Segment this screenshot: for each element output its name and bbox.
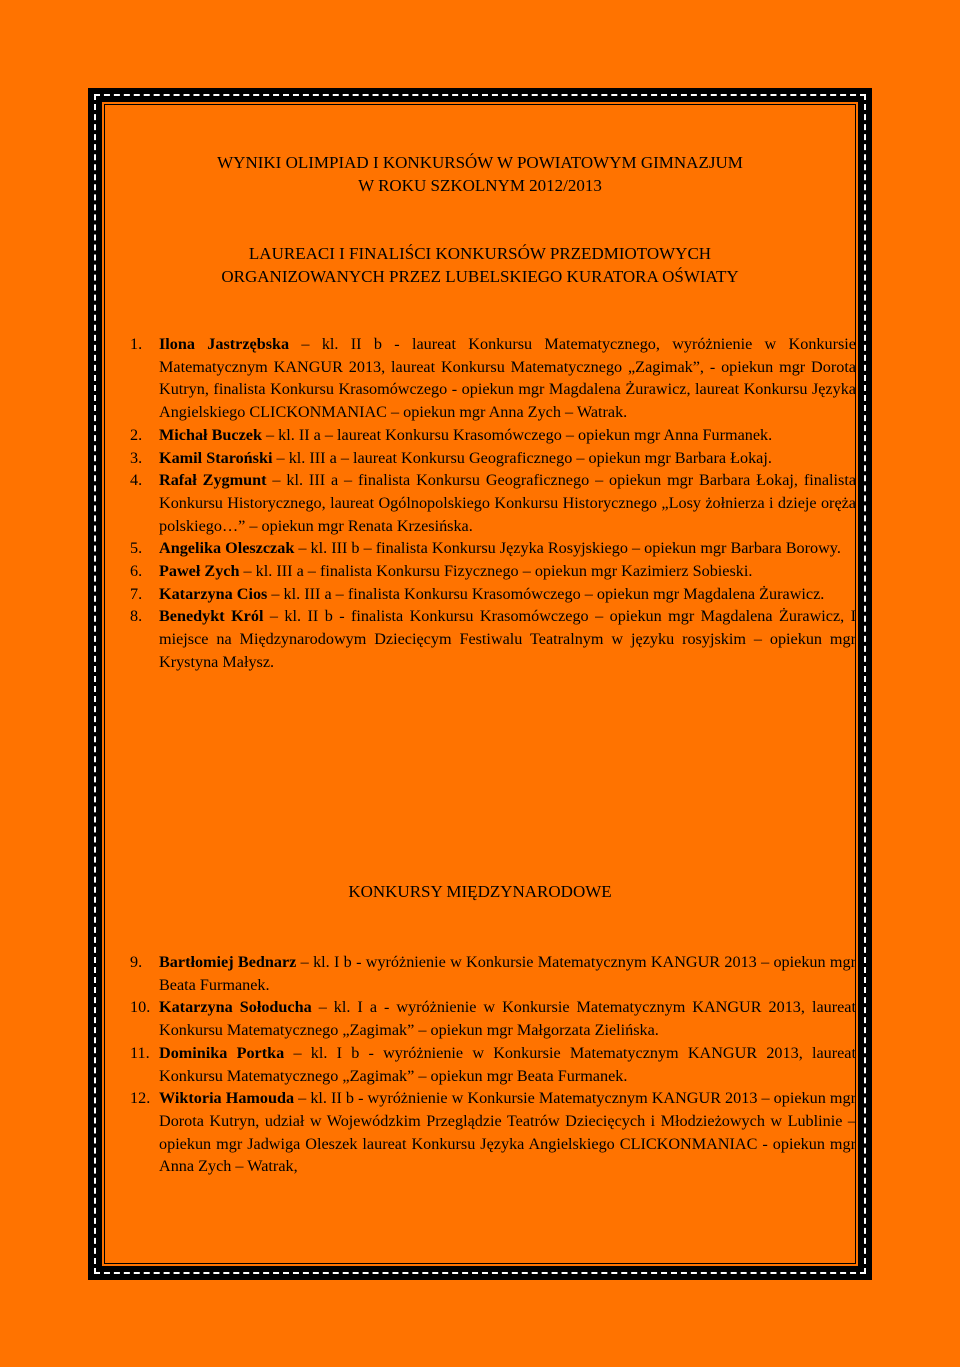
item-description: – kl. III a – laureat Konkursu Geograficznego – opiekun mgr Barbara Łokaj. bbox=[272, 448, 772, 467]
item-text bbox=[159, 605, 856, 673]
item-number: 2. bbox=[130, 425, 143, 444]
item-number: 5. bbox=[130, 539, 143, 558]
item-description: – kl. I b - wyróżnienie w Konkursie Matematycznym KANGUR 2013, laureat Konkursu Matematycznego „Zagimak” – opiekun mgr Beata Furmanek. bbox=[159, 1043, 856, 1085]
item-number: 6. bbox=[130, 562, 143, 581]
list-item bbox=[130, 951, 856, 996]
item-text bbox=[159, 951, 856, 996]
student-name: Angelika Oleszczak bbox=[159, 539, 295, 558]
section-heading-line-2: ORGANIZOWANYCH PRZEZ LUBELSKIEGO KURATORA OŚWIATY bbox=[221, 267, 739, 286]
item-number: 9. bbox=[130, 953, 143, 971]
item-description: – kl. III a – finalista Konkursu Fizycznego – opiekun mgr Kazimierz Sobieski. bbox=[239, 562, 753, 581]
item-text bbox=[159, 560, 856, 583]
item-text bbox=[159, 424, 856, 447]
item-number: 8. bbox=[130, 607, 143, 626]
item-description: – kl. I a - wyróżnienie w Konkursie Matematycznym KANGUR 2013, laureat Konkursu Matematycznego „Zagimak” – opiekun mgr Małgorzata Zielińska. bbox=[159, 998, 856, 1040]
item-description: – kl. II b - finalista Konkursu Krasomówczego – opiekun mgr Magdalena Żurawicz, I miejsce na Międzynarodowym Dziecięcym Festiwalu Teatralnym w języku rosyjskim – opiekun mgr Krystyna Małysz. bbox=[159, 607, 856, 671]
document-title bbox=[104, 151, 856, 197]
title-line-1: WYNIKI OLIMPIAD I KONKURSÓW W POWIATOWYM GIMNAZJUM bbox=[217, 153, 743, 172]
item-description: – kl. III a – finalista Konkursu Geograficznego – opiekun mgr Barbara Łokaj, finalista Konkursu Historycznego, laureat Ogólnopolskiego Konkursu Historycznego „Losy żołnierza i dzieje oręża polskiego…” – opiekun mgr Renata Krzesińska. bbox=[159, 471, 856, 535]
item-description: – kl. I b - wyróżnienie w Konkursie Matematycznym KANGUR 2013 – opiekun mgr Beata Furmanek. bbox=[159, 953, 856, 994]
student-name: Rafał Zygmunt bbox=[159, 471, 267, 490]
item-number: 1. bbox=[130, 335, 143, 353]
item-description: – kl. III b – finalista Konkursu Języka Rosyjskiego – opiekun mgr Barbara Borowy. bbox=[294, 539, 841, 558]
student-name: Katarzyna Cios bbox=[159, 584, 268, 603]
student-name: Paweł Zych bbox=[159, 562, 240, 581]
student-name: Michał Buczek bbox=[159, 425, 262, 444]
item-description: – kl. III a – finalista Konkursu Krasomówczego – opiekun mgr Magdalena Żurawicz. bbox=[267, 584, 825, 603]
list-item bbox=[130, 605, 856, 673]
item-number: 7. bbox=[130, 584, 143, 603]
list-item bbox=[130, 1042, 856, 1087]
list-item bbox=[130, 537, 856, 560]
student-name: Ilona Jastrzębska bbox=[159, 335, 290, 353]
item-number: 3. bbox=[130, 448, 143, 467]
student-name: Benedykt Król bbox=[159, 607, 264, 626]
list-item bbox=[130, 1087, 856, 1178]
list-item bbox=[130, 447, 856, 470]
student-name: Katarzyna Sołoducha bbox=[159, 998, 312, 1017]
title-line-2: W ROKU SZKOLNYM 2012/2013 bbox=[358, 176, 602, 195]
section-heading-international: KONKURSY MIĘDZYNARODOWE bbox=[348, 882, 612, 901]
item-description: – kl. II b - wyróżnienie w Konkursie Matematycznym KANGUR 2013 – opiekun mgr Dorota Kutryn, udział w Wojewódzkim Przeglądzie Teatrów Dziecięcych i Młodzieżowych w Lublinie – opiekun mgr Jadwiga Oleszek laureat Konkursu Języka Angielskiego CLICKONMANIAC - opiekun mgr Anna Zych – Watrak, bbox=[159, 1089, 856, 1176]
list-item bbox=[130, 583, 856, 606]
item-text bbox=[159, 1042, 856, 1087]
item-text bbox=[159, 447, 856, 470]
international-list bbox=[130, 951, 856, 1178]
item-number: 11. bbox=[130, 1043, 150, 1062]
item-number: 12. bbox=[130, 1089, 151, 1108]
laureates-list bbox=[130, 333, 856, 674]
student-name: Kamil Staroński bbox=[159, 448, 273, 467]
item-description: – kl. II b - laureat Konkursu Matematycznego, wyróżnienie w Konkursie Matematycznym KANGUR 2013, laureat Konkursu Matematycznego „Zagimak”, - opiekun mgr Dorota Kutryn, finalista Konkursu Krasomówczego - opiekun mgr Magdalena Żurawicz, laureat Konkursu Języka Angielskiego CLICKONMANIAC – opiekun mgr Anna Zych – Watrak. bbox=[159, 335, 856, 422]
item-description: – kl. II a – laureat Konkursu Krasomówczego – opiekun mgr Anna Furmanek. bbox=[261, 425, 773, 444]
list-item bbox=[130, 560, 856, 583]
item-text bbox=[159, 996, 856, 1041]
item-number: 10. bbox=[130, 998, 151, 1017]
student-name: Bartłomiej Bednarz bbox=[159, 953, 297, 971]
item-number: 4. bbox=[130, 471, 143, 490]
list-item bbox=[130, 996, 856, 1041]
section-heading-line-1: LAUREACI I FINALIŚCI KONKURSÓW PRZEDMIOTOWYCH bbox=[248, 244, 712, 263]
item-text bbox=[159, 469, 856, 537]
item-text bbox=[159, 537, 856, 560]
list-item bbox=[130, 424, 856, 447]
item-text bbox=[159, 583, 856, 606]
student-name: Wiktoria Hamouda bbox=[159, 1089, 295, 1108]
list-item bbox=[130, 469, 856, 537]
student-name: Dominika Portka bbox=[159, 1043, 285, 1062]
list-item bbox=[130, 333, 856, 424]
section-heading-laureates bbox=[104, 242, 856, 288]
item-text bbox=[159, 1087, 856, 1178]
item-text bbox=[159, 333, 856, 424]
